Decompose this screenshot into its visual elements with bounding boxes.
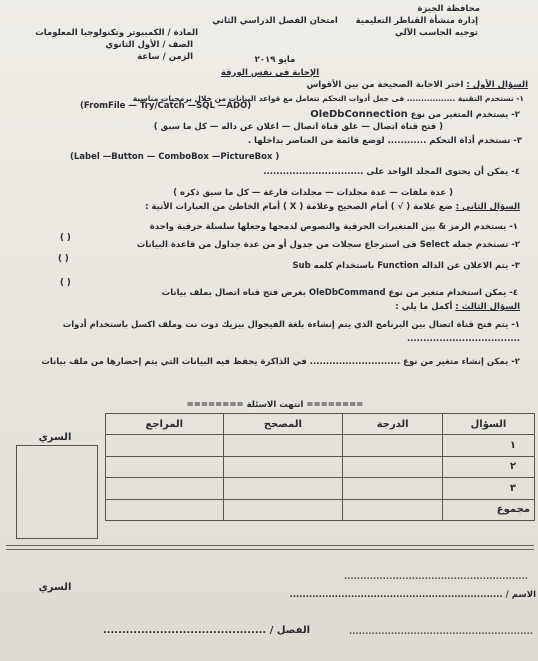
grade-table-header — [106, 414, 535, 435]
q1-item-3: ٣- تستخدم أداة التحكم ............ لوضع قائمة من العناصر بداخلها . — [247, 136, 522, 146]
q1-item-2-choices: ( فتح قناة اتصال — غلق قناة اتصال — اعلان عن داله — كل ما سبق ) — [153, 122, 443, 132]
q2-heading-row — [145, 202, 520, 213]
q2-title: ضع علامة ( √ ) أمام الصحيح وعلامة ( X ) أمام الخاطئ من العبارات الأتية : — [145, 202, 453, 212]
col-question: السؤال — [442, 414, 534, 435]
q3-title: أكمل ما يلي : — [395, 302, 453, 312]
separator-line — [6, 549, 534, 550]
end-of-questions: ======== انتهت الاسئلة ======== — [186, 400, 364, 410]
q1-heading-row — [307, 80, 528, 91]
secret-number-box — [16, 445, 98, 539]
col-reviewer: المراجع — [106, 414, 224, 435]
q1-item-1: ١- تستخدم التقنية ................. فى جعل أدوات التحكم تتعامل مع قواعد البيانات من خلال برمجيات مناسبة — [132, 94, 524, 103]
q3-item-1: ١- يتم فتح قناة اتصال بين البرنامج الذي يتم إنشاءة بلغة الفيجوال بيزيك دوت نت وملف اكسل باستخدام أدوات ................................... — [62, 320, 520, 344]
q1-heading: السؤال الأول : — [466, 80, 528, 90]
footer-secret-label: السري — [38, 582, 72, 593]
table-row: ٣ — [106, 478, 535, 499]
q2-item-3-answer: ( ) — [60, 278, 71, 288]
q2-item-2: ٢- تستخدم جمله Select فى استرجاع سجلات من جدول أو من عدة جداول من قاعدة البيانات — [136, 240, 520, 250]
q1-item-2-row: ٢- يستخدم المتغير من نوع OleDbConnection — [310, 109, 520, 120]
header-dept: توجيه الحاسب الآلي — [394, 28, 478, 38]
q1-item-4-choices: ( عدة ملفات — عدة مجلدات — مجلدات فارغة — كل ما سبق ذكره ) — [173, 188, 453, 198]
header-date: مايو ٢٠١٩ — [254, 55, 296, 65]
q2-item-1: ١- يستخدم الرمز & بين المتغيرات الحرفية والنصوص لدمجها وجعلها سلسلة حرفية واحدة — [149, 222, 518, 232]
q1-item-2-term: OleDbConnection — [310, 109, 408, 120]
q2-item-1-answer: ( ) — [60, 233, 71, 243]
q2-item-3: ٣- يتم الاعلان عن الداله Function باستخدام كلمه Sub — [292, 261, 520, 271]
footer-class-dots: ......................................................... — [348, 627, 533, 637]
q2-item-2-answer: ( ) — [58, 254, 69, 264]
q3-heading: السؤال الثالث : — [455, 302, 520, 312]
header-exam: امتحان الفصل الدراسي الثاني — [212, 16, 338, 26]
table-row: ١ — [106, 435, 535, 456]
table-row: ٢ — [106, 456, 535, 477]
table-row: مجموع — [106, 499, 535, 520]
footer-dots: ......................................................... — [343, 572, 528, 582]
col-grade: الدرجة — [343, 414, 443, 435]
header-subject: المادة / الكمبيوتر وتكنولوجيا المعلومات — [35, 28, 198, 38]
grade-table — [105, 413, 535, 521]
instruction: الإجابة فى نفس الورقة — [220, 68, 320, 78]
header-gov: محافظة الجيزة — [417, 4, 480, 14]
separator-line — [6, 545, 534, 546]
q1-item-4: ٤- يمكن أن يحتوى المجلد الواحد على ............................... — [263, 167, 520, 177]
q3-heading-row — [395, 302, 520, 313]
q1-item-1-choices: (FromFile — Try/Catch —SQL —ADO) — [80, 101, 252, 111]
q3-item-2: ٢- يمكن إنشاء متغير من نوع ............................ في الذاكرة يحفظ فيه البيانات التي يتم إحضارها من ملف بيانات — [41, 357, 520, 367]
q1-title: اختر الاجابة الصحيحة من بين الأقواس — [306, 80, 464, 90]
header-admin: إدارة منشأة القناطر التعليمية — [355, 16, 478, 26]
secret-label: السري — [38, 432, 72, 443]
col-corrector: المصحح — [223, 414, 343, 435]
q2-item-4: ٤- يمكن استخدام متغير من نوع OleDbCommand بغرض فتح قناه اتصال بملف بيانات — [161, 288, 518, 298]
footer-class: الفصل / ........................................... — [102, 625, 310, 636]
header-grade: الصف / الأول الثانوي — [105, 40, 193, 50]
q1-item-3-choices: (Label —Button — ComboBox —PictureBox ) — [70, 152, 280, 162]
header-time: الزمن / ساعة — [137, 52, 193, 62]
q2-heading: السؤال الثاني : — [455, 202, 520, 212]
footer-name: الاسم / .................................................................. — [289, 590, 536, 600]
